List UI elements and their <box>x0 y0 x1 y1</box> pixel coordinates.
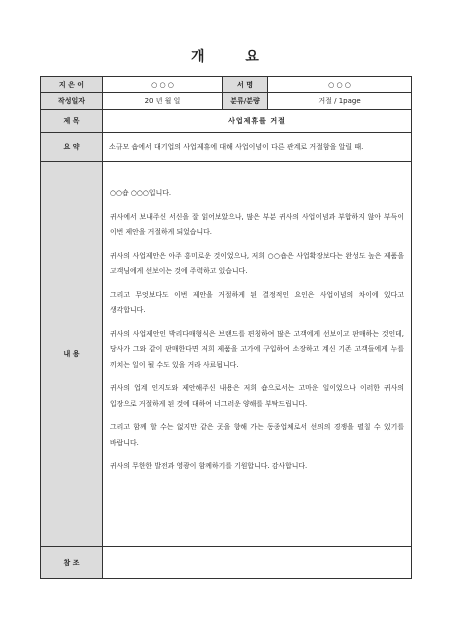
reference-label: 참 조 <box>41 547 103 579</box>
signature-label: 서 명 <box>223 77 268 93</box>
content-paragraph: 귀사에서 보내주신 서신을 잘 읽어보았으나, 많은 부분 귀사의 사업이념과 부합하지 않아 부득이 이번 제안을 거절하게 되었습니다. <box>110 212 404 236</box>
category-label: 분류/분량 <box>223 93 268 110</box>
content-body <box>103 162 412 547</box>
content-paragraph: 귀사의 사업제안인 박리다매형식은 브랜드를 편칭하여 많은 고객에게 선보이고 판매하는 것인데, 당사가 그와 같이 판매한다면 저희 제품을 고가에 구입하여 소장하고 계신 기존 고객들에게 누를 끼치는 일이 될 수도 있을 거라 사료됩니다. <box>110 329 404 369</box>
content-paragraph: 귀사의 무한한 발전과 영광이 함께하기를 기원합니다. 감사합니다. <box>110 462 308 470</box>
overview-table <box>40 76 412 579</box>
author-label: 지 은 이 <box>41 77 103 93</box>
subject-label: 제 목 <box>41 110 103 133</box>
date-label: 작성일자 <box>41 93 103 110</box>
content-paragraph: ○○숍 ○○○입니다. <box>110 189 172 197</box>
content-paragraph: 그리고 함께 할 수는 없지만 같은 곳을 향해 가는 동종업체로서 선의의 경쟁을 펼칠 수 있기를 바랍니다. <box>110 423 404 447</box>
category-value: 거절 / 1page <box>268 93 412 110</box>
content-paragraph: 귀사의 업계 인지도와 제안해주신 내용은 저희 숍으로서는 고마운 일이었으나 이러한 귀사의 입장으로 거절하게 된 것에 대하여 너그러운 양해를 부탁드립니다. <box>110 384 404 408</box>
summary-label: 요 약 <box>41 133 103 162</box>
content-label: 내 용 <box>41 162 103 547</box>
document-title: 개 요 <box>191 49 277 65</box>
author-value: ○ ○ ○ <box>103 77 223 93</box>
summary-value: 소규모 숍에서 대기업의 사업제휴에 대해 사업이념이 다른 관계로 거절함을 알릴 때. <box>103 133 412 162</box>
subject-value: 사업제휴를 거절 <box>103 110 412 133</box>
date-value: 20 년 월 일 <box>103 93 223 110</box>
reference-value <box>103 547 412 579</box>
content-paragraph: 그리고 무엇보다도 이번 제안을 거절하게 된 결정적인 요인은 사업이념의 차이에 있다고 생각합니다. <box>110 290 404 314</box>
signature-value: ○ ○ ○ <box>268 77 412 93</box>
content-paragraph: 귀사의 사업제안은 아주 흥미로운 것이었으나, 저희 ○○숍은 사업확장보다는 완성도 높은 제품을 고객님에게 선보이는 것에 주력하고 있습니다. <box>110 251 404 275</box>
